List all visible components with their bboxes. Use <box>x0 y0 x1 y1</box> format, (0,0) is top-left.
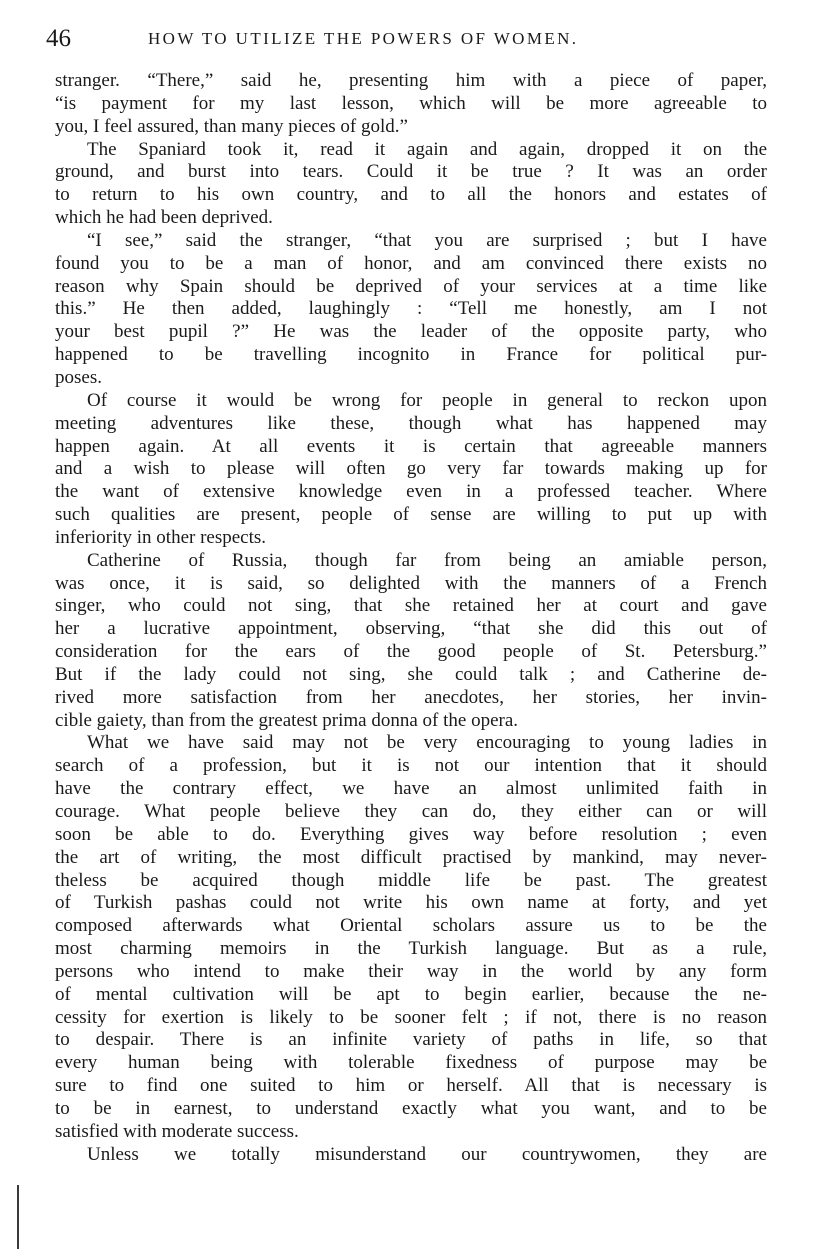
page-edge-rule <box>17 1185 19 1249</box>
page-number: 46 <box>46 25 71 52</box>
text-line: Catherine of Russia, though far from being an amiable person, <box>87 549 767 571</box>
text-line: courage. What people believe they can do, they either can or will <box>55 801 767 822</box>
text-line: soon be able to do. Everything gives way before resolution ; even <box>55 823 767 845</box>
text-line: composed afterwards what Oriental scholars assure us to be the <box>55 915 767 937</box>
running-title: HOW TO UTILIZE THE POWERS OF WOMEN. <box>148 29 579 48</box>
text-line: meeting adventures like these, though what has happened may <box>55 412 767 434</box>
text-line: cessity for exertion is likely to be sooner felt ; if not, there is no reason <box>55 1006 767 1028</box>
text-line: most charming memoirs in the Turkish language. But as a rule, <box>55 938 767 960</box>
text-line: to despair. There is an infinite variety of paths in life, so that <box>55 1029 767 1051</box>
text-line: this.” He then added, laughingly : “Tell me honestly, am I not <box>55 298 767 320</box>
text-line: consideration for the ears of the good people of St. Petersburg.” <box>55 641 767 663</box>
page-header <box>46 22 766 56</box>
text-line: cible gaiety, than from the greatest prima donna of the opera. <box>55 709 519 731</box>
text-line: such qualities are present, people of sense are willing to put up with <box>55 504 767 526</box>
text-line: “is payment for my last lesson, which will be more agreeable to <box>55 92 767 114</box>
text-line: have the contrary effect, we have an almost unlimited faith in <box>55 778 767 800</box>
text-line: the art of writing, the most difficult practised by mankind, may never- <box>55 846 767 868</box>
text-line: persons who intend to make their way in the world by any form <box>55 960 767 982</box>
text-line: to be in earnest, to understand exactly what you want, and to be <box>55 1097 767 1119</box>
text-line: theless be acquired though middle life be past. The greatest <box>55 869 767 891</box>
text-line: of mental cultivation will be apt to begin earlier, because the ne- <box>55 983 767 1005</box>
text-line: of Turkish pashas could not write his own name at forty, and yet <box>55 892 767 914</box>
text-line: you, I feel assured, than many pieces of gold.” <box>55 115 408 137</box>
text-line: was once, it is said, so delighted with the manners of a French <box>55 572 767 594</box>
text-line: satisfied with moderate success. <box>55 1120 299 1142</box>
text-line: The Spaniard took it, read it again and again, dropped it on the <box>87 138 767 160</box>
text-line: rived more satisfaction from her anecdotes, her stories, her invin- <box>55 686 767 708</box>
text-line: sure to find one suited to him or herself. All that is necessary is <box>55 1075 767 1097</box>
text-line: But if the lady could not sing, she could talk ; and Catherine de- <box>55 663 767 685</box>
text-line: stranger. “There,” said he, presenting him with a piece of paper, <box>55 70 767 91</box>
text-line: the want of extensive knowledge even in a professed teacher. Where <box>55 481 767 503</box>
text-line: to return to his own country, and to all the honors and estates of <box>55 184 767 206</box>
text-line: inferiority in other respects. <box>55 526 267 548</box>
text-line: singer, who could not sing, that she retained her at court and gave <box>55 595 767 617</box>
body-text <box>55 70 767 1180</box>
text-line: “I see,” said the stranger, “that you are surprised ; but I have <box>87 229 767 251</box>
text-line: every human being with tolerable fixedness of purpose may be <box>55 1052 767 1074</box>
text-line: happen again. At all events it is certain that agreeable manners <box>55 435 767 457</box>
text-line: her a lucrative appointment, observing, “that she did this out of <box>55 618 767 640</box>
text-line: Unless we totally misunderstand our countrywomen, they are <box>87 1143 767 1165</box>
text-line: Of course it would be wrong for people in general to reckon upon <box>87 389 767 411</box>
text-line: your best pupil ?” He was the leader of the opposite party, who <box>55 321 767 343</box>
text-line: found you to be a man of honor, and am convinced there exists no <box>55 252 767 274</box>
text-line: poses. <box>55 366 102 388</box>
text-line: reason why Spain should be deprived of your services at a time like <box>55 275 767 297</box>
text-line: ground, and burst into tears. Could it be true ? It was an order <box>55 161 767 183</box>
text-line: search of a profession, but it is not our intention that it should <box>55 755 767 777</box>
text-line: and a wish to please will often go very far towards making up for <box>55 458 767 480</box>
text-line: What we have said may not be very encouraging to young ladies in <box>87 732 767 754</box>
text-line: which he had been deprived. <box>55 207 273 229</box>
text-line: happened to be travelling incognito in France for political pur- <box>55 344 767 366</box>
